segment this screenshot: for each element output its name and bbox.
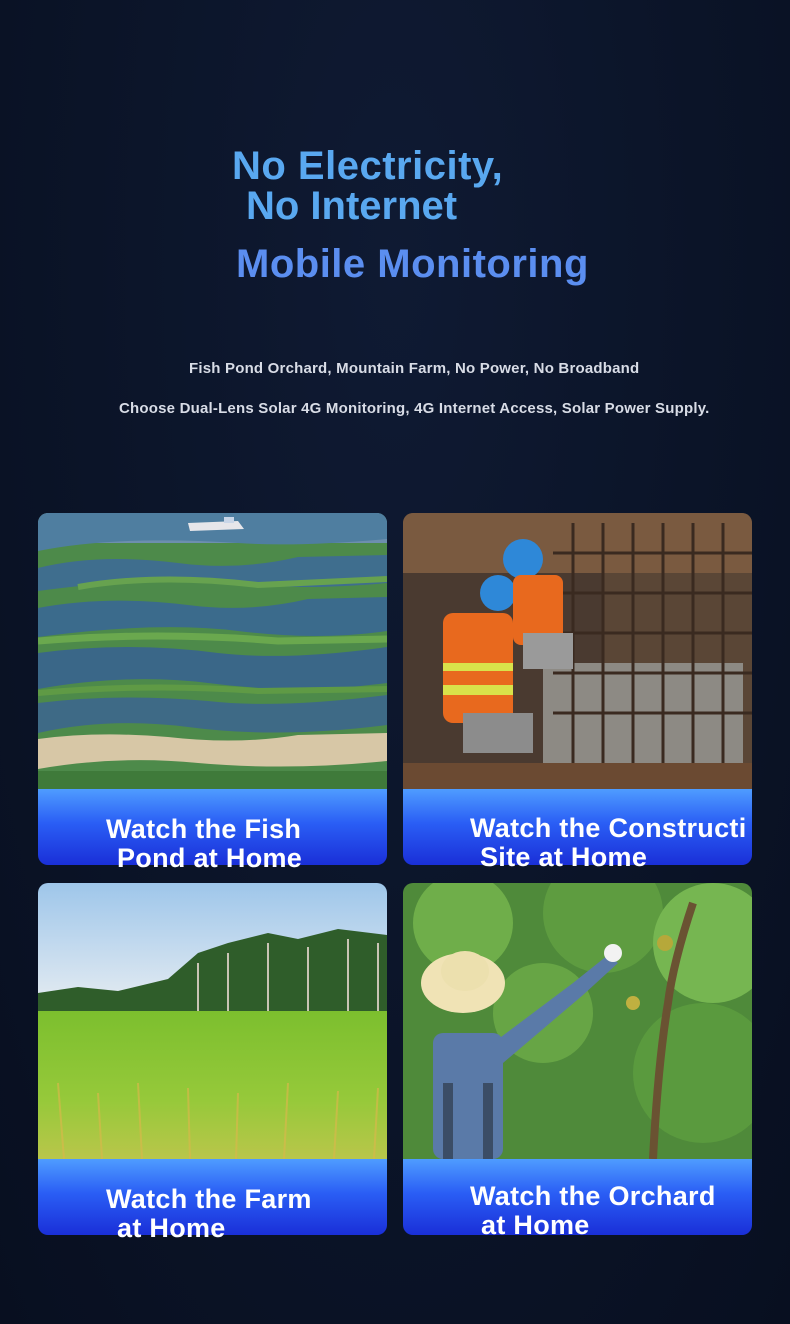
- headline: [232, 146, 503, 226]
- caption-orchard: [470, 1182, 716, 1240]
- headline-line-1: No Electricity,: [232, 144, 504, 188]
- construction-site-image: [403, 513, 752, 789]
- caption-line-1: Watch the Orchard: [470, 1181, 716, 1211]
- subtitle-line-1: Fish Pond Orchard, Mountain Farm, No Power, No Broadband: [189, 360, 640, 377]
- subtitle-line-2: Choose Dual-Lens Solar 4G Monitoring, 4G Internet Access, Solar Power Supply.: [119, 400, 710, 417]
- fish-pond-image: [38, 513, 387, 789]
- caption-construction-site: [470, 814, 747, 872]
- headline-line-3: Mobile Monitoring: [236, 242, 589, 286]
- card-fish-pond: [38, 513, 387, 865]
- caption-farm: [106, 1185, 312, 1243]
- caption-fish-pond: [106, 815, 302, 873]
- caption-line-1: Watch the Constructi: [470, 813, 747, 843]
- caption-line-2: at Home: [481, 1210, 590, 1240]
- card-farm: [38, 883, 387, 1235]
- caption-line-2: Pond at Home: [117, 843, 303, 873]
- caption-line-2: Site at Home: [480, 842, 648, 872]
- caption-line-1: Watch the Farm: [106, 1184, 312, 1214]
- headline-line-2: No Internet: [246, 184, 458, 228]
- caption-line-2: at Home: [117, 1213, 226, 1243]
- caption-line-1: Watch the Fish: [106, 814, 302, 844]
- orchard-image: [403, 883, 752, 1159]
- farm-image: [38, 883, 387, 1159]
